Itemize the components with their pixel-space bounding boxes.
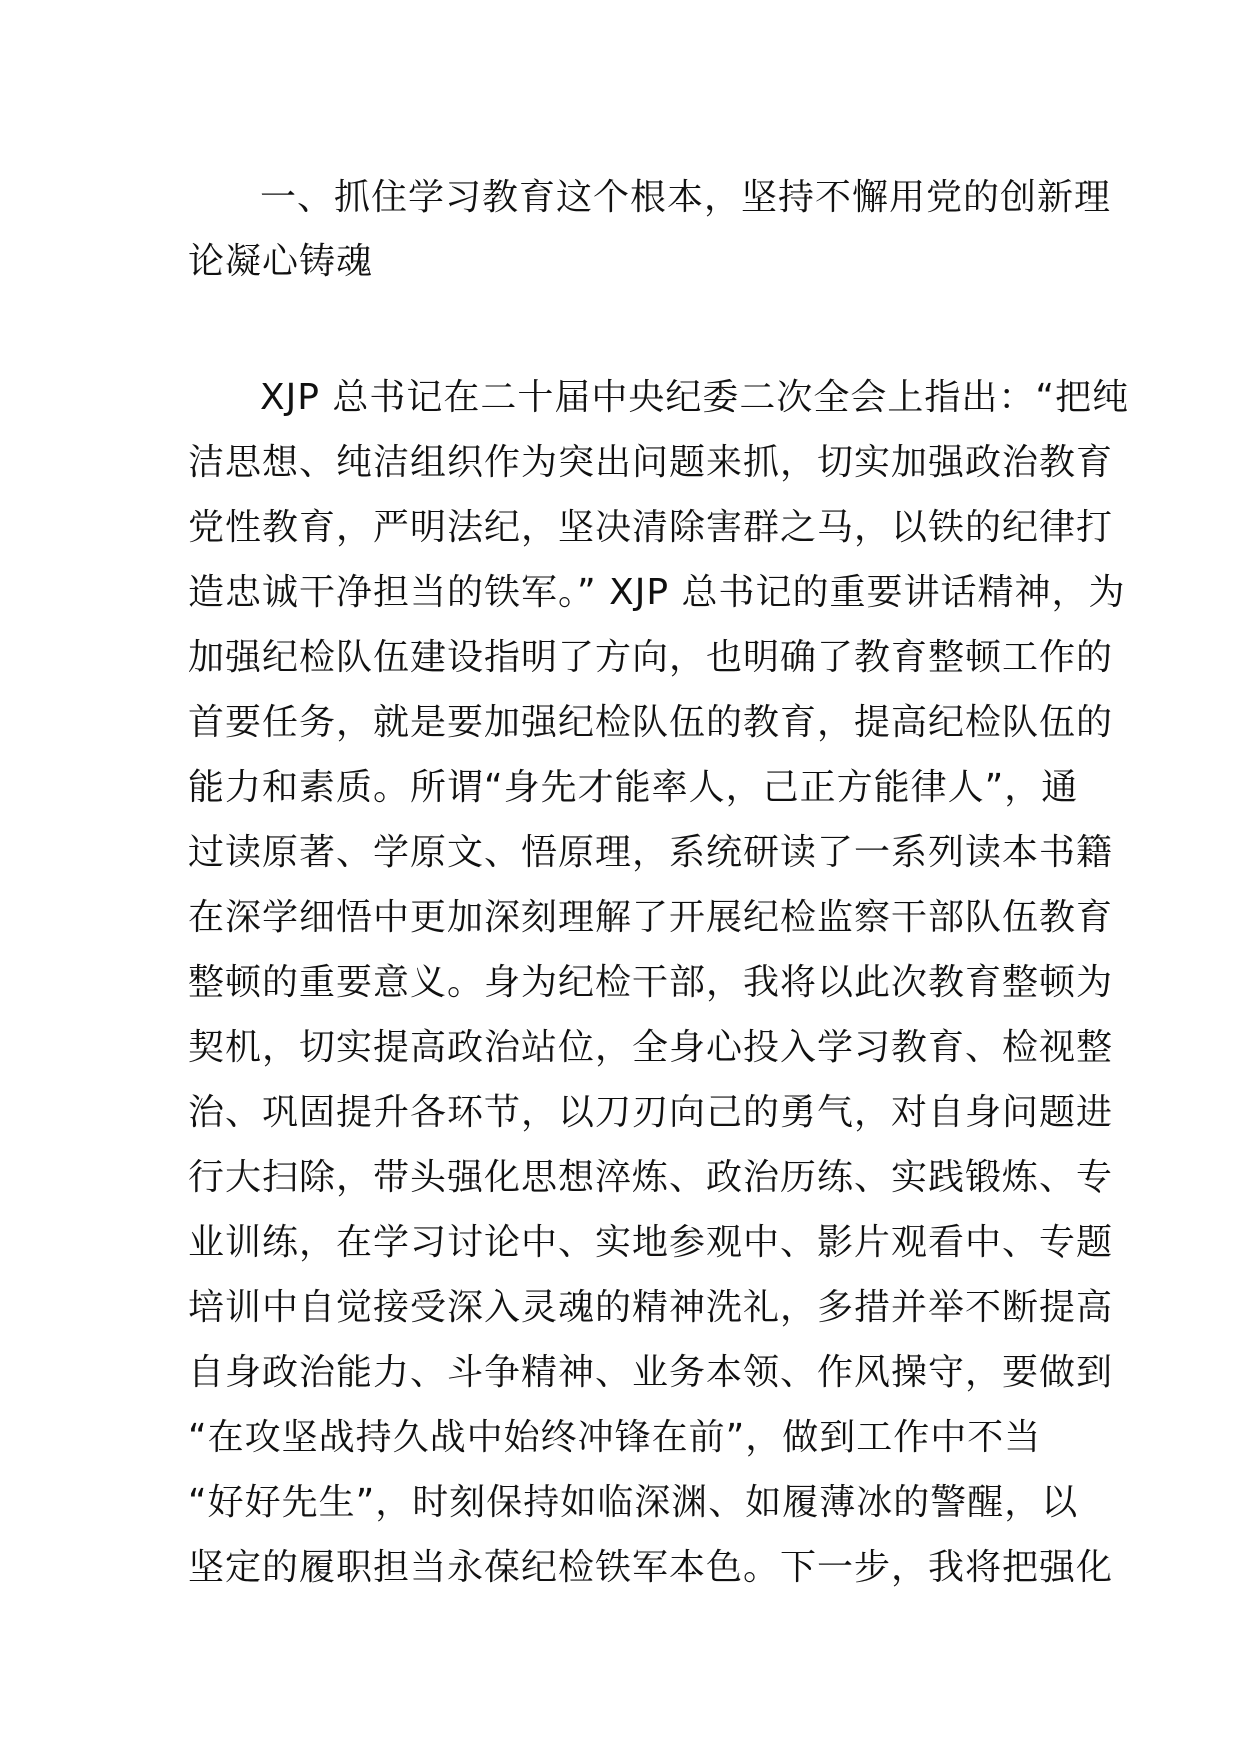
body-paragraph [188,365,1130,1600]
heading-line: 一、抓住学习教育这个根本，坚持不懈用党的创新理 [260,177,1112,218]
body-line: 造忠诚干净担当的铁军。” XJP 总书记的重要讲话精神，为 [188,572,1126,613]
body-line: “在攻坚战持久战中始终冲锋在前”，做到工作中不当 [188,1417,1042,1458]
body-line: 能力和素质。所谓“身先才能率人，己正方能律人”，通 [188,767,1079,808]
body-line: 整顿的重要意义。身为纪检干部，我将以此次教育整顿为 [188,962,1114,1003]
body-line: 首要任务，就是要加强纪检队伍的教育，提高纪检队伍的 [188,702,1114,743]
body-line: 在深学细悟中更加深刻理解了开展纪检监察干部队伍教育 [188,897,1114,938]
body-line: 坚定的履职担当永葆纪检铁军本色。下一步，我将把强化 [188,1547,1114,1588]
body-line: 行大扫除，带头强化思想淬炼、政治历练、实践锻炼、专 [188,1157,1114,1198]
section-heading [188,166,1112,294]
body-line: 过读原著、学原文、悟原理，系统研读了一系列读本书籍 [188,832,1114,873]
body-line: 培训中自觉接受深入灵魂的精神洗礼，多措并举不断提高 [188,1287,1114,1328]
body-line: 业训练，在学习讨论中、实地参观中、影片观看中、专题 [188,1222,1114,1263]
body-line: 洁思想、纯洁组织作为突出问题来抓，切实加强政治教育 [188,442,1114,483]
body-line: XJP 总书记在二十届中央纪委二次全会上指出：“把纯 [260,377,1130,418]
body-line: 加强纪检队伍建设指明了方向，也明确了教育整顿工作的 [188,637,1114,678]
body-line: 自身政治能力、斗争精神、业务本领、作风操守，要做到 [188,1352,1114,1393]
body-line: 契机，切实提高政治站位，全身心投入学习教育、检视整 [188,1027,1114,1068]
body-line: 治、巩固提升各环节，以刀刃向己的勇气，对自身问题进 [188,1092,1114,1133]
body-line: 党性教育，严明法纪，坚决清除害群之马，以铁的纪律打 [188,507,1114,548]
heading-line: 论凝心铸魂 [188,241,374,282]
body-line: “好好先生”，时刻保持如临深渊、如履薄冰的警醒，以 [188,1482,1079,1523]
